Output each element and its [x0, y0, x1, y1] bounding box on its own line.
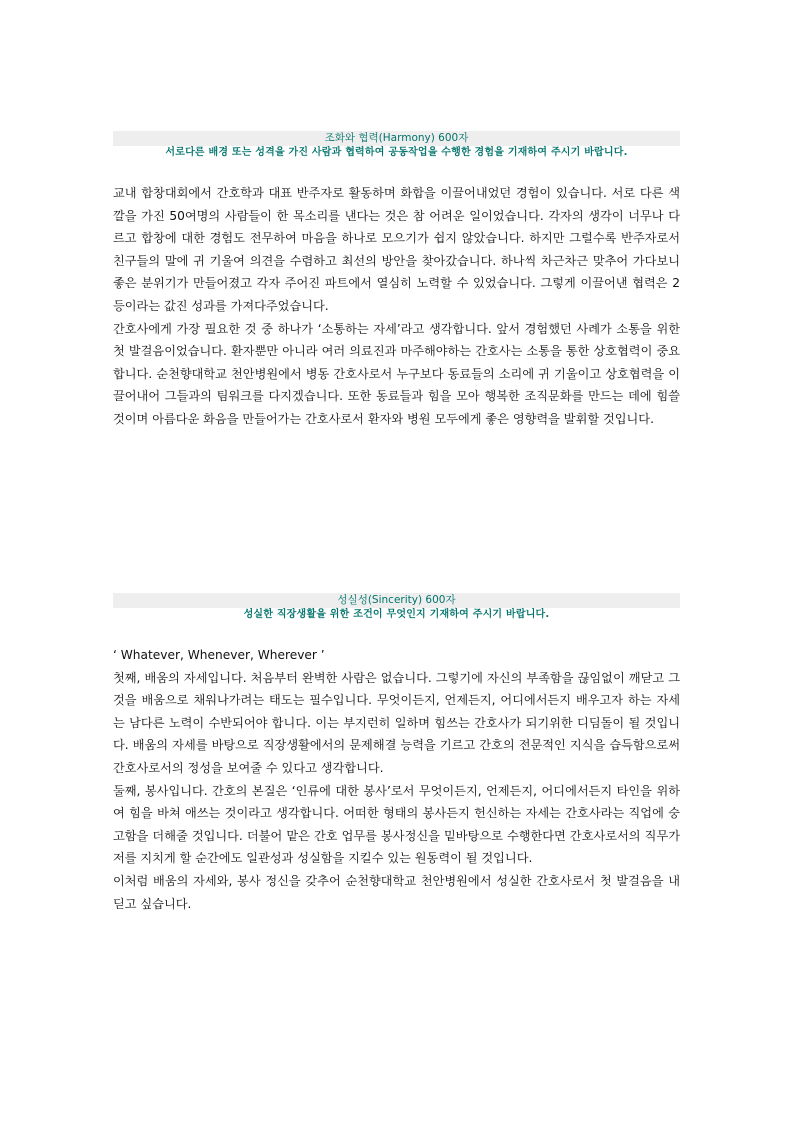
- section-question: 성실한 직장생활을 위한 조건이 무엇인지 기재하여 주시기 바랍니다.: [243, 609, 550, 620]
- section-title: 조화와 협력(Harmony) 600자: [113, 131, 680, 146]
- answer-body: [113, 182, 680, 431]
- section-title: 성실성(Sincerity) 600자: [113, 593, 680, 608]
- paragraph: 이처럼 배움의 자세와, 봉사 정신을 갖추어 순천향대학교 천안병원에서 성실한 간호사로서 첫 발걸음을 내딛고 싶습니다.: [113, 873, 680, 911]
- section-harmony: [113, 131, 680, 431]
- section-question: 서로다른 배경 또는 성격을 가진 사람과 협력하여 공동작업을 수행한 경험을 기재하여 주시기 바랍니다.: [165, 147, 628, 158]
- paragraph: 첫째, 배움의 자세입니다. 처음부터 완벽한 사람은 없습니다. 그렇기에 자신의 부족함을 끊임없이 깨닫고 그것을 배움으로 채워나가려는 태도는 필수입니다. 무엇이든지, 언제든지, 어디에서든지 배우고자 하는 자세는 남다른 노력이 수반되어야 합니다. 이는 부지런히 일하며 힘쓰는 간호사가 되기위한 디딤돌이 될 것입니다. 배움의 자세를 바탕으로 직장생활에서의 문제해결 능력을 기르고 간호의 전문적인 지식을 습득함으로써 간호사로서의 정성을 보여줄 수 있다고 생각합니다.: [113, 670, 680, 775]
- paragraph: 교내 합창대회에서 간호학과 대표 반주자로 활동하며 화합을 이끌어내었던 경험이 있습니다. 서로 다른 색깔을 가진 50여명의 사람들이 한 목소리를 낸다는 것은 참 어려운 일이었습니다. 각자의 생각이 너무나 다르고 합창에 대한 경험도 전무하여 마음을 하나로 모으기가 쉽지 않았습니다. 하지만 그럴수록 반주자로서 친구들의 말에 귀 기울여 의견을 수렴하고 최선의 방안을 찾아갔습니다. 하나씩 차근차근 맞추어 가다보니 좋은 분위기가 만들어졌고 각자 주어진 파트에서 열심히 노력할 수 있었습니다. 그렇게 이끌어낸 협력은 2등이라는 값진 성과를 가져다주었습니다.: [113, 186, 680, 313]
- paragraph: ‘ Whatever, Whenever, Wherever ’: [113, 648, 325, 662]
- section-sincerity: [113, 593, 680, 915]
- paragraph: 둘째, 봉사입니다. 간호의 본질은 ‘인류에 대한 봉사’로서 무엇이든지, 언제든지, 어디에서든지 타인을 위하여 힘을 바쳐 애쓰는 것이라고 생각합니다. 어떠한 형태의 봉사든지 헌신하는 자세는 간호사라는 직업에 숭고함을 더해줄 것입니다. 더불어 맡은 간호 업무를 봉사정신을 밑바탕으로 수행한다면 간호사로서의 직무가 저를 지치게 할 순간에도 일관성과 성실함을 지킬수 있는 원동력이 될 것입니다.: [113, 783, 680, 866]
- paragraph: 간호사에게 가장 필요한 것 중 하나가 ‘소통하는 자세’라고 생각합니다. 앞서 경험했던 사례가 소통을 위한 첫 발걸음이었습니다. 환자뿐만 아니라 여러 의료진과 마주해야하는 간호사는 소통을 통한 상호협력이 중요합니다. 순천향대학교 천안병원에서 병동 간호사로서 누구보다 동료들의 소리에 귀 기울이고 상호협력을 이끌어내어 그들과의 팀워크를 다지겠습니다. 또한 동료들과 힘을 모아 행복한 조직문화를 만드는 데에 힘쓸 것이며 아름다운 화음을 만들어가는 간호사로서 환자와 병원 모두에게 좋은 영향력을 발휘할 것입니다.: [113, 321, 680, 426]
- answer-body: [113, 644, 680, 915]
